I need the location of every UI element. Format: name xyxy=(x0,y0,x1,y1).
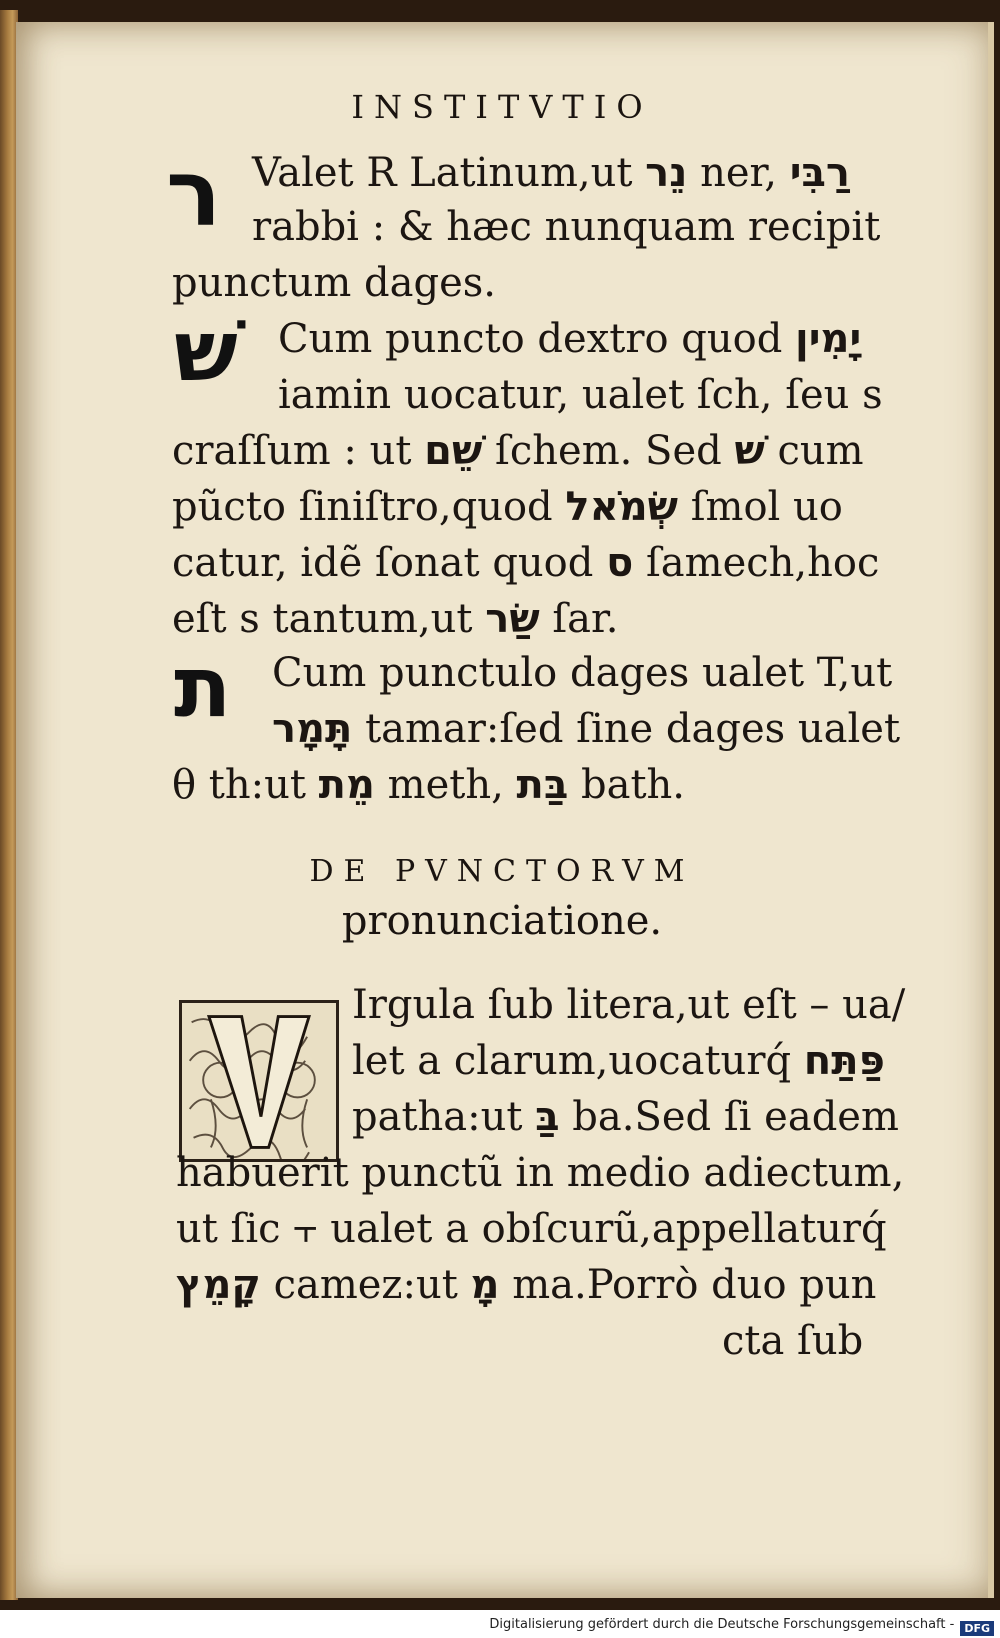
tav-line-1: Cum punctulo dages ualet T,ut xyxy=(272,650,893,696)
shin-line-5-text-a: catur, idẽ ſonat quod xyxy=(172,540,594,586)
shin-line-4-text-a: pũcto ſiniſtro,quod xyxy=(172,484,553,530)
hebrew-smol: שְׂמֹאל xyxy=(565,484,678,530)
shin-line-3-text-a: craſſum : ut xyxy=(172,428,412,474)
hebrew-schem: שֵׁם xyxy=(424,428,483,474)
shin-line-2: iamin uocatur, ualet ſch, ſeu s xyxy=(278,372,883,418)
page xyxy=(16,22,994,1598)
hebrew-ba: בַּ xyxy=(535,1094,560,1140)
punct-line-6 xyxy=(176,1262,876,1308)
punct-line-5: ut ſic ⫟ ualet a obſcurũ,appellaturq́ xyxy=(176,1206,887,1252)
digitization-footer xyxy=(0,1610,1000,1638)
shin-line-3-text-b: ſchem. Sed xyxy=(495,428,722,474)
hebrew-ma: מָ xyxy=(470,1262,500,1308)
shin-line-6 xyxy=(172,596,618,642)
hebrew-sar: שַׂר xyxy=(485,596,540,642)
resh-line-1-text-b: ner, xyxy=(700,150,777,196)
big-letter-shin: שׁ xyxy=(174,302,238,400)
hebrew-camez: קָמֵץ xyxy=(176,1262,261,1308)
resh-line-2: rabbi : & hæc nunquam recipit xyxy=(252,204,881,250)
punct-line-7: cta ſub xyxy=(722,1318,864,1364)
punct-line-3-text-a: patha:ut xyxy=(352,1094,523,1140)
shin-line-3-text-c: cum xyxy=(777,428,864,474)
shin-line-1 xyxy=(278,316,861,362)
punct-line-2 xyxy=(352,1038,885,1084)
resh-line-1-text-a: Valet R Latinum,ut xyxy=(252,150,633,196)
punct-line-6-text-a: camez:ut xyxy=(273,1262,458,1308)
tav-line-3-text-b: meth, xyxy=(387,762,504,808)
tav-line-3-text-a: θ th:ut xyxy=(172,762,306,808)
initial-v-woodcut xyxy=(182,1003,336,1159)
hebrew-tamar: תָּמָר xyxy=(272,706,353,752)
hebrew-patah: פַּתַּח xyxy=(803,1038,885,1084)
punct-line-3 xyxy=(352,1094,899,1140)
tav-line-3 xyxy=(172,762,685,808)
decorated-initial-v xyxy=(179,1000,339,1162)
shin-line-4 xyxy=(172,484,843,530)
shin-line-5 xyxy=(172,540,879,586)
running-head: INSTITVTIO xyxy=(351,88,653,126)
big-letter-resh: ר xyxy=(166,140,222,247)
tav-line-2 xyxy=(272,706,900,752)
punct-line-2-text: let a clarum,uocaturq́ xyxy=(352,1038,792,1084)
hebrew-ner: נֵר xyxy=(645,150,688,196)
hebrew-rabbi: רַבִּי xyxy=(789,150,850,196)
dfg-logo: DFG xyxy=(960,1621,994,1636)
hebrew-meth: מֵת xyxy=(318,762,375,808)
hebrew-bath: בַּת xyxy=(516,762,569,808)
hebrew-samech: ס xyxy=(606,540,634,586)
shin-line-6-text-a: eſt s tantum,ut xyxy=(172,596,473,642)
resh-line-3: punctum dages. xyxy=(172,260,496,306)
shin-line-3 xyxy=(172,428,864,474)
hebrew-shin: שׁ xyxy=(734,428,765,474)
shin-line-5-text-b: ſamech,hoc xyxy=(646,540,880,586)
shin-line-1-text: Cum puncto dextro quod xyxy=(278,316,783,362)
footer-text: Digitalisierung gefördert durch die Deutsche Forschungsgemeinschaft - xyxy=(489,1617,955,1632)
hebrew-iamin: יָמִין xyxy=(795,316,862,362)
punct-line-6-text-b: ma.Porrò duo pun xyxy=(512,1262,877,1308)
shin-line-6-text-b: ſar. xyxy=(552,596,619,642)
shin-line-4-text-b: ſmol uo xyxy=(690,484,843,530)
big-letter-tav: ת xyxy=(174,638,232,736)
resh-line-1 xyxy=(252,150,850,196)
section-heading-line-1: DE PVNCTORVM xyxy=(309,854,695,889)
section-heading-line-2: pronunciatione. xyxy=(341,898,663,944)
punct-line-3-text-b: ba.Sed ſi eadem xyxy=(572,1094,899,1140)
tav-line-2-text: tamar:ſed ſine dages ualet xyxy=(365,706,901,752)
punct-line-1: Irgula ſub litera,ut eſt – ua/ xyxy=(352,982,906,1028)
tav-line-3-text-c: bath. xyxy=(580,762,685,808)
punct-line-4: habuerit punctũ in medio adiectum, xyxy=(176,1150,905,1196)
